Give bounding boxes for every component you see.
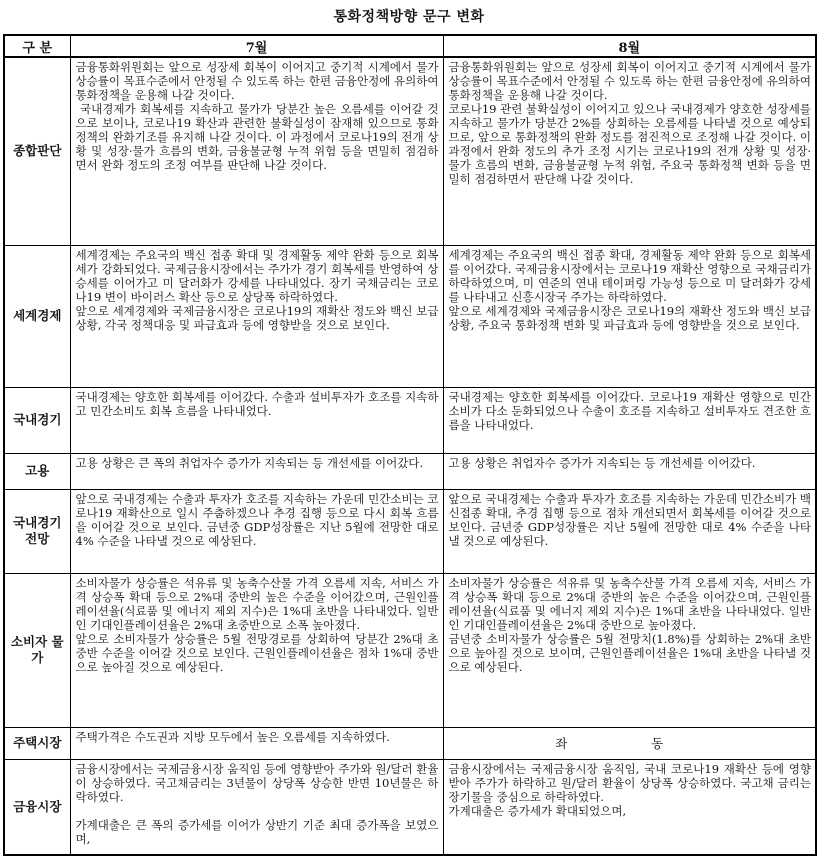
table-row [4,245,816,387]
august-cell [443,245,816,387]
august-cell [443,573,816,727]
august-paragraph: 국내경제는 양호한 회복세를 이어갔다. 코로나19 재확산 영향으로 민간소비가 다소 둔화되었으나 수출이 호조를 지속하고 설비투자도 견조한 흐름을 나타내었다. [448,389,812,432]
august-paragraph: 고용 상황은 취업자수 증가가 지속되는 등 개선세를 이어갔다. [448,455,756,470]
row-label: 금융시장 [4,759,70,855]
july-cell [70,453,443,489]
august-paragraph: 금융통화위원회는 앞으로 성장세 회복이 이어지고 중기적 시계에서 물가상승률이 목표수준에서 안정될 수 있도록 하는 한편 금융안정에 유의하여 통화정책을 운용해 나갈 것이다. [448,60,815,102]
august-paragraph: 소비자물가 상승률은 석유류 및 농축수산물 가격 오름세 지속, 서비스 가격 상승폭 확대 등으로 2%대 중반의 높은 수준을 이어갔으며, 근원인플레이션율(식료품 및 에너지 제외 지수)은 1%대 초반을 나타내었다. 일반인 기대인플레이션율은 2%대 중반으로 높아졌다. [448,575,811,632]
july-cell [70,387,443,453]
august-paragraph: 금융시장에서는 국제금융시장 움직임, 국내 코로나19 재확산 등에 영향받아 주가가 하락하고 원/달러 환율이 상당폭 상승하였다. 국고채 금리는 장기물을 중심으로 하락하였다. [448,761,815,804]
july-paragraph: 앞으로 소비자물가 상승률은 5월 전망경로를 상회하여 당분간 2%대 초중반 수준을 이어갈 것으로 보인다. 근원인플레이션율은 점차 1%대 중반으로 높아질 것으로 예상된다. [75,631,439,674]
august-cell [443,453,816,489]
table-row [4,759,816,855]
table-row [4,387,816,453]
document-title: 통화정책방향 문구 변화 [333,9,485,25]
august-paragraph: 코로나19 관련 불확실성이 이어지고 있으나 국내경제가 양호한 성장세를 지속하고 물가가 당분간 2%를 상회하는 오름세를 나타낼 것으로 예상되므로, 앞으로 통화정책의 완화 정도를 점진적으로 조정해 나갈 것이다. 이 과정에서 완화 정도의 추가 조정 시기는 코로나19의 전개 상황 및 성장·물가 흐름의 변화, 금융불균형 누적 위험, 주요국 통화정책 변화 등을 면밀히 점검하면서 판단해 나갈 것이다. [448,102,815,186]
row-label: 국내경기 전망 [4,489,70,573]
july-paragraph: 세계경제는 주요국의 백신 접종 확대 및 경제활동 제약 완화 등으로 회복세가 강화되었다. 국제금융시장에서는 주가가 경기 회복세를 반영하여 상승세를 이어가고 미 달러화가 강세를 나타내었다. 장기 국채금리는 코로나19 변이 바이러스 확산 등으로 상당폭 하락하였다. [75,247,439,304]
august-paragraph: 앞으로 국내경제는 수출과 투자가 호조를 지속하는 가운데 민간소비가 백신접종 확대, 추경 집행 등으로 점차 개선되면서 회복세를 이어갈 것으로 보인다. 금년중 GDP성장률은 지난 5월에 전망한 대로 4% 수준을 나타낼 것으로 예상된다. [448,491,815,548]
july-cell [70,759,443,855]
table-row [4,57,816,245]
july-cell [70,57,443,245]
july-paragraph: 앞으로 국내경제는 수출과 투자가 호조를 지속하는 가운데 민간소비는 코로나19 재확산으로 일시 주춤하겠으나 추경 집행 등으로 다시 회복 흐름을 이어갈 것으로 보인다. 금년중 GDP성장률은 지난 5월에 전망한 대로 4% 수준을 나타낼 것으로 예상된다. [75,491,443,548]
july-paragraph: 금융시장에서는 국제금융시장 움직임 등에 영향받아 주가와 원/달러 환율이 상승하였다. 국고채금리는 3년물이 상당폭 상승한 반면 10년물은 하락하였다. [75,761,439,804]
july-cell [70,489,443,573]
row-label: 소비자 물가 [4,573,70,727]
august-paragraph: 가계대출은 증가세가 확대되었으며, [448,803,627,818]
july-cell [70,245,443,387]
august-paragraph: 금년중 소비자물가 상승률은 5월 전망치(1.8%)를 상회하는 2%대 초반으로 높아질 것으로 보이며, 근원인플레이션율은 1%대 초반을 나타낼 것으로 예상된다. [448,631,811,674]
august-cell [443,57,816,245]
table-row [4,489,816,573]
table-header-row [4,35,816,57]
table-row [4,573,816,727]
august-same-as-left: 좌 동 [443,727,816,759]
table-row [4,727,816,759]
august-cell [443,489,816,573]
row-label: 국내경기 [4,387,70,453]
july-paragraph: 앞으로 세계경제와 국제금융시장은 코로나19의 재확산 정도와 백신 보급 상황, 각국 정책대응 및 파급효과 등에 영향받을 것으로 보인다. [75,303,443,332]
row-label: 주택시장 [4,727,70,759]
header-july: 7월 [70,35,443,57]
july-cell [70,727,443,759]
july-paragraph: 가계대출은 큰 폭의 증가세를 이어가 상반기 기준 최대 증가폭을 보였으며, [75,817,439,846]
header-category: 구 분 [4,35,70,57]
policy-comparison-table [3,34,817,856]
august-cell [443,759,816,855]
july-paragraph: 소비자물가 상승률은 석유류 및 농축수산물 가격 오름세 지속, 서비스 가격 상승폭 확대 등으로 2%대 중반의 높은 수준을 이어갔으며, 근원인플레이션율(식료품 및 에너지 제외 지수)은 1%대 초반을 나타내었다. 일반인 기대인플레이션율은 2%대 초중반으로 소폭 높아졌다. [75,575,439,632]
july-cell [70,573,443,727]
august-paragraph: 세계경제는 주요국의 백신 접종 확대, 경제활동 제약 완화 등으로 회복세를 이어갔다. 국제금융시장에서는 코로나19 재확산 영향으로 국채금리가 하락하였으며, 미 연준의 연내 테이퍼링 가능성 등으로 미 달러화가 강세를 나타내고 신흥시장국 주가는 하락하였다. [448,247,815,304]
august-cell [443,387,816,453]
july-paragraph: 국내경제는 양호한 회복세를 이어갔다. 수출과 설비투자가 호조를 지속하고 민간소비도 회복 흐름을 나타내었다. [75,389,439,418]
header-august: 8월 [443,35,816,57]
july-paragraph: 주택가격은 수도권과 지방 모두에서 높은 오름세를 지속하였다. [75,729,390,744]
july-paragraph: 금융통화위원회는 앞으로 성장세 회복이 이어지고 중기적 시계에서 물가상승률이 목표수준에서 안정될 수 있도록 하는 한편 금융안정에 유의하여 통화정책을 운용해 나갈 것이다. [75,60,443,102]
august-paragraph: 앞으로 세계경제와 국제금융시장은 코로나19의 재확산 정도와 백신 보급 상황, 주요국 통화정책 변화 및 파급효과 등에 영향받을 것으로 보인다. [448,303,815,332]
row-label: 세계경제 [4,245,70,387]
july-paragraph: 고용 상황은 큰 폭의 취업자수 증가가 지속되는 등 개선세를 이어갔다. [75,455,424,470]
july-paragraph [76,804,439,818]
table-row [4,453,816,489]
july-paragraph: 국내경제가 회복세를 지속하고 물가가 당분간 높은 오름세를 이어갈 것으로 보이나, 코로나19 확산과 관련한 불확실성이 잠재해 있으므로 통화정책의 완화기조를 유지해 나갈 것이다. 이 과정에서 코로나19의 전개 상황 및 성장·물가 흐름의 변화, 금융불균형 누적 위험 등을 면밀히 점검하면서 완화 정도의 조정 여부를 판단해 나갈 것이다. [75,102,439,172]
row-label: 종합판단 [4,57,70,245]
row-label: 고용 [4,453,70,489]
